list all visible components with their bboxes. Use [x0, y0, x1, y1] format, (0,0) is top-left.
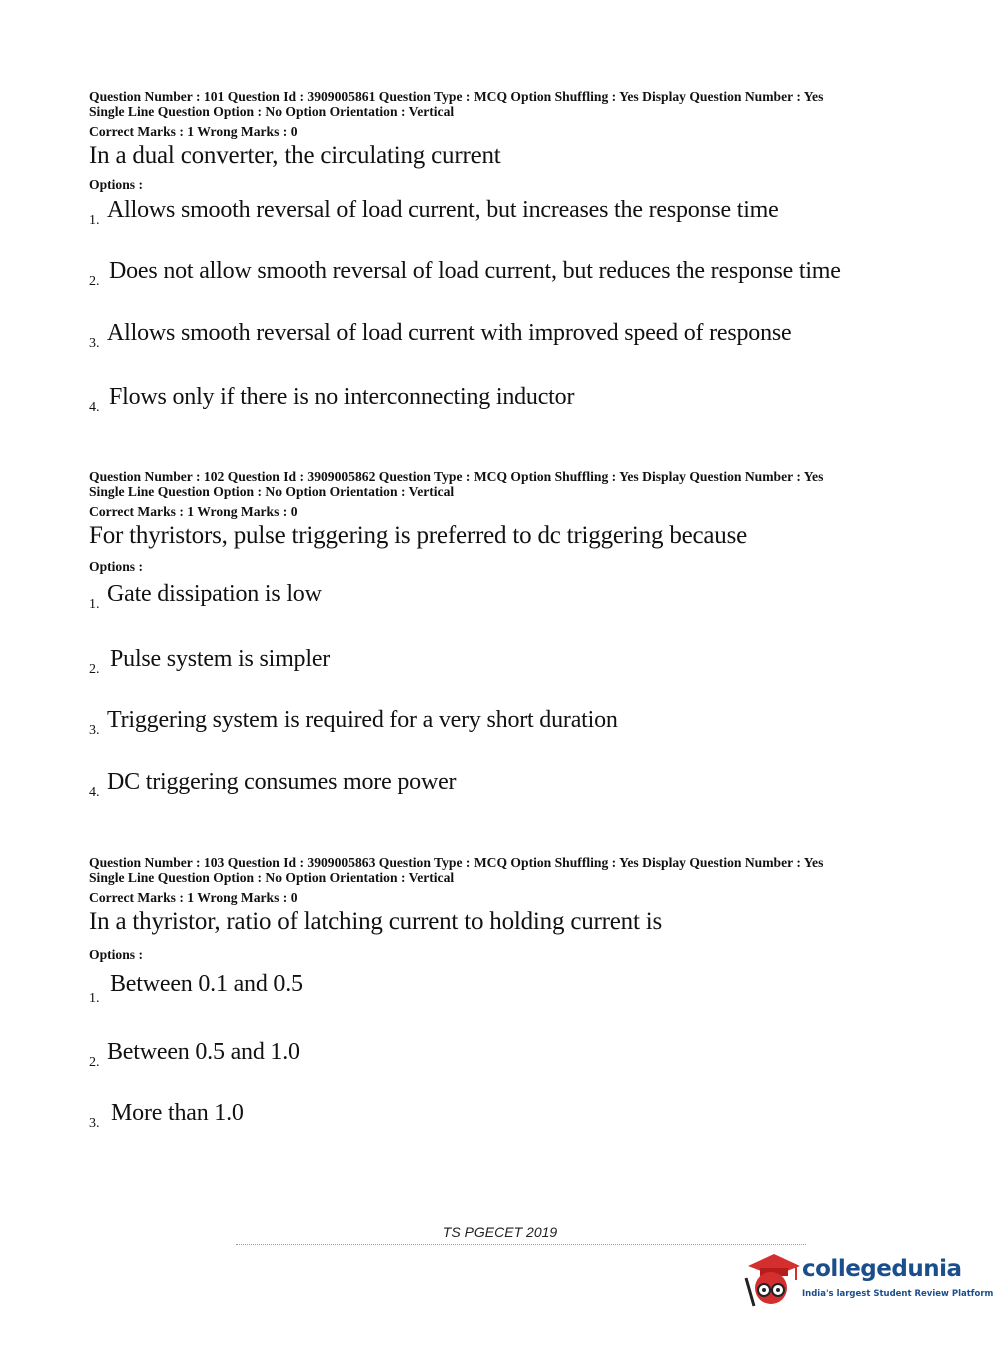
- question-102: [89, 469, 919, 575]
- options-label: Options :: [89, 177, 144, 192]
- option-text: Pulse system is simpler: [110, 646, 331, 672]
- option-text: Between 0.1 and 0.5: [110, 971, 303, 997]
- option-2: [89, 1038, 919, 1078]
- question-101: [89, 89, 919, 193]
- option-number: 1.: [89, 991, 100, 1006]
- option-number: 2.: [89, 274, 100, 289]
- option-number: 3.: [89, 336, 100, 351]
- option-text: Does not allow smooth reversal of load current, but reduces the response time: [109, 258, 841, 284]
- page-footer: TS PGECET 2019: [442, 1224, 558, 1240]
- question-text: In a thyristor, ratio of latching current to holding current is: [89, 908, 663, 935]
- question-meta-line1: Question Number : 102 Question Id : 3909005862 Question Type : MCQ Option Shuffling : Yes Display Question Number : Yes: [89, 469, 824, 484]
- option-text: Triggering system is required for a very short duration: [107, 707, 618, 733]
- option-number: 1.: [89, 597, 100, 612]
- question-marks: Correct Marks : 1 Wrong Marks : 0: [89, 504, 298, 519]
- option-2: [89, 257, 919, 297]
- option-3: [89, 1099, 919, 1139]
- question-meta-line2: Single Line Question Option : No Option Orientation : Vertical: [89, 484, 455, 499]
- option-number: 3.: [89, 723, 100, 738]
- question-text: In a dual converter, the circulating current: [89, 142, 501, 169]
- option-number: 4.: [89, 400, 100, 415]
- option-3: [89, 706, 919, 746]
- option-3: [89, 319, 919, 359]
- footer-divider: [236, 1244, 806, 1247]
- option-text: Flows only if there is no interconnecting inductor: [109, 384, 575, 410]
- option-number: 3.: [89, 1116, 100, 1131]
- question-marks: Correct Marks : 1 Wrong Marks : 0: [89, 890, 298, 905]
- collegedunia-logo: [740, 1248, 994, 1318]
- mascot-icon: [740, 1248, 802, 1314]
- option-2: [89, 645, 919, 685]
- option-number: 1.: [89, 213, 100, 228]
- option-4: [89, 768, 919, 808]
- logo-tagline: India's largest Student Review Platform: [802, 1289, 994, 1299]
- option-4: [89, 383, 919, 423]
- question-meta-line2: Single Line Question Option : No Option Orientation : Vertical: [89, 870, 455, 885]
- option-number: 2.: [89, 662, 100, 677]
- question-meta-line1: Question Number : 103 Question Id : 3909005863 Question Type : MCQ Option Shuffling : Yes Display Question Number : Yes: [89, 855, 824, 870]
- option-text: Between 0.5 and 1.0: [107, 1039, 300, 1065]
- option-1: [89, 580, 919, 620]
- options-label: Options :: [89, 559, 144, 574]
- question-103: [89, 855, 919, 963]
- option-number: 4.: [89, 785, 100, 800]
- option-number: 2.: [89, 1055, 100, 1070]
- option-1: [89, 196, 919, 236]
- question-marks: Correct Marks : 1 Wrong Marks : 0: [89, 124, 298, 139]
- options-label: Options :: [89, 947, 144, 962]
- option-text: Gate dissipation is low: [107, 581, 322, 607]
- question-text: For thyristors, pulse triggering is preferred to dc triggering because: [89, 522, 748, 549]
- option-text: Allows smooth reversal of load current with improved speed of response: [107, 320, 792, 346]
- option-1: [89, 970, 919, 1010]
- logo-brand: collegedunia: [802, 1256, 962, 1282]
- question-meta-line2: Single Line Question Option : No Option Orientation : Vertical: [89, 104, 455, 119]
- option-text: Allows smooth reversal of load current, but increases the response time: [107, 197, 779, 223]
- option-text: DC triggering consumes more power: [107, 769, 457, 795]
- question-meta-line1: Question Number : 101 Question Id : 3909005861 Question Type : MCQ Option Shuffling : Yes Display Question Number : Yes: [89, 89, 824, 104]
- option-text: More than 1.0: [111, 1100, 244, 1126]
